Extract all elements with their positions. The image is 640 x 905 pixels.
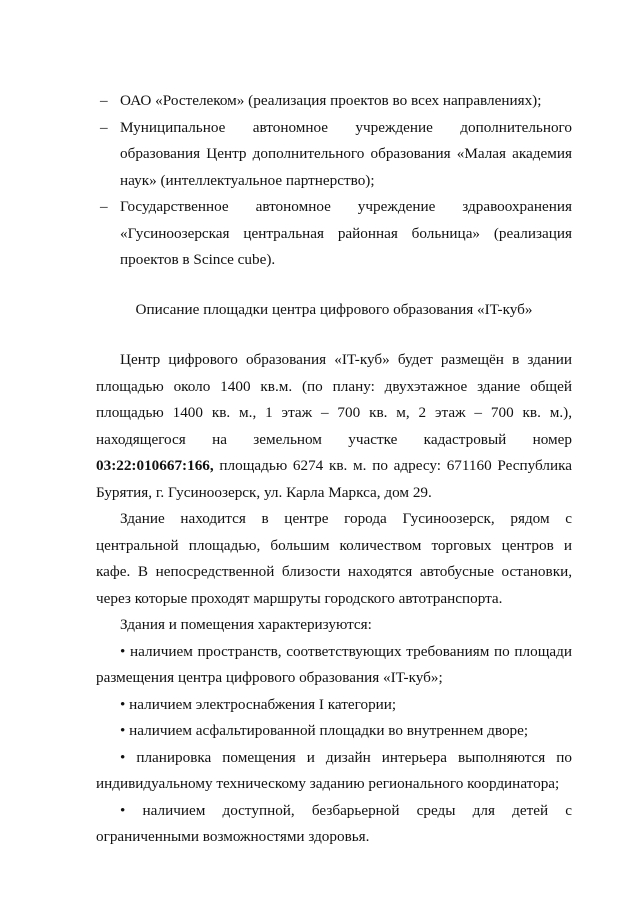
dash-marker: – <box>100 118 108 136</box>
feature-item: • наличием пространств, соответствующих требованиям по площади размещения центра цифрового образования «IT-куб»; <box>96 642 572 686</box>
list-item-text: Муниципальное автономное учреждение дополнительного образования Центр дополнительного образования «Малая академия наук» (интеллектуальное партнерство); <box>120 118 572 189</box>
paragraph-surroundings: Здание находится в центре города Гусиноозерск, рядом с центральной площадью, большим количеством торговых центров и кафе. В непосредственной близости находятся автобусные остановки, через которые проходят маршруты городского автотранспорта. <box>96 510 572 607</box>
feature-item: • наличием асфальтированной площадки во внутреннем дворе; <box>120 722 529 739</box>
list-item <box>96 194 572 274</box>
description-body <box>96 347 572 851</box>
paragraph-characteristics: Здания и помещения характеризуются: <box>120 616 372 633</box>
list-item-text: ОАО «Ростелеком» (реализация проектов во всех направлениях); <box>120 92 542 109</box>
list-item-text: Государственное автономное учреждение здравоохранения «Гусиноозерская центральная районная больница» (реализация проектов в Scince cube). <box>120 198 572 268</box>
dash-marker: – <box>100 198 108 215</box>
section-heading: Описание площадки центра цифрового образования «IT-куб» <box>135 301 533 318</box>
feature-item: • наличием доступной, безбарьерной среды для детей с ограниченными возможностями здоровья. <box>96 801 572 845</box>
feature-item: • наличием электроснабжения I категории; <box>120 695 397 713</box>
list-item <box>96 115 572 195</box>
dash-marker: – <box>100 92 108 109</box>
feature-item: • планировка помещения и дизайн интерьера выполняются по индивидуальному техническому заданию регионального координатора; <box>96 748 572 792</box>
paragraph-location <box>96 347 572 506</box>
paragraph-text: площадью 6274 кв. м. по адресу: 671160 Республика Бурятия, г. Гусиноозерск, ул. Карла Маркса, дом 29. <box>96 457 572 501</box>
partners-list <box>96 88 572 274</box>
cadastral-number: 03:22:010667:166, <box>96 457 214 474</box>
list-item <box>96 88 572 115</box>
paragraph-text: Центр цифрового образования «IT-куб» будет размещён в здании площадью около 1400 кв.м. (по плану: двухэтажное здание общей площадью 1400 кв. м., 1 этаж – 700 кв. м, 2 этаж – 700 кв. м.), находящегося на земельном участке кадастровый номер <box>96 351 572 448</box>
